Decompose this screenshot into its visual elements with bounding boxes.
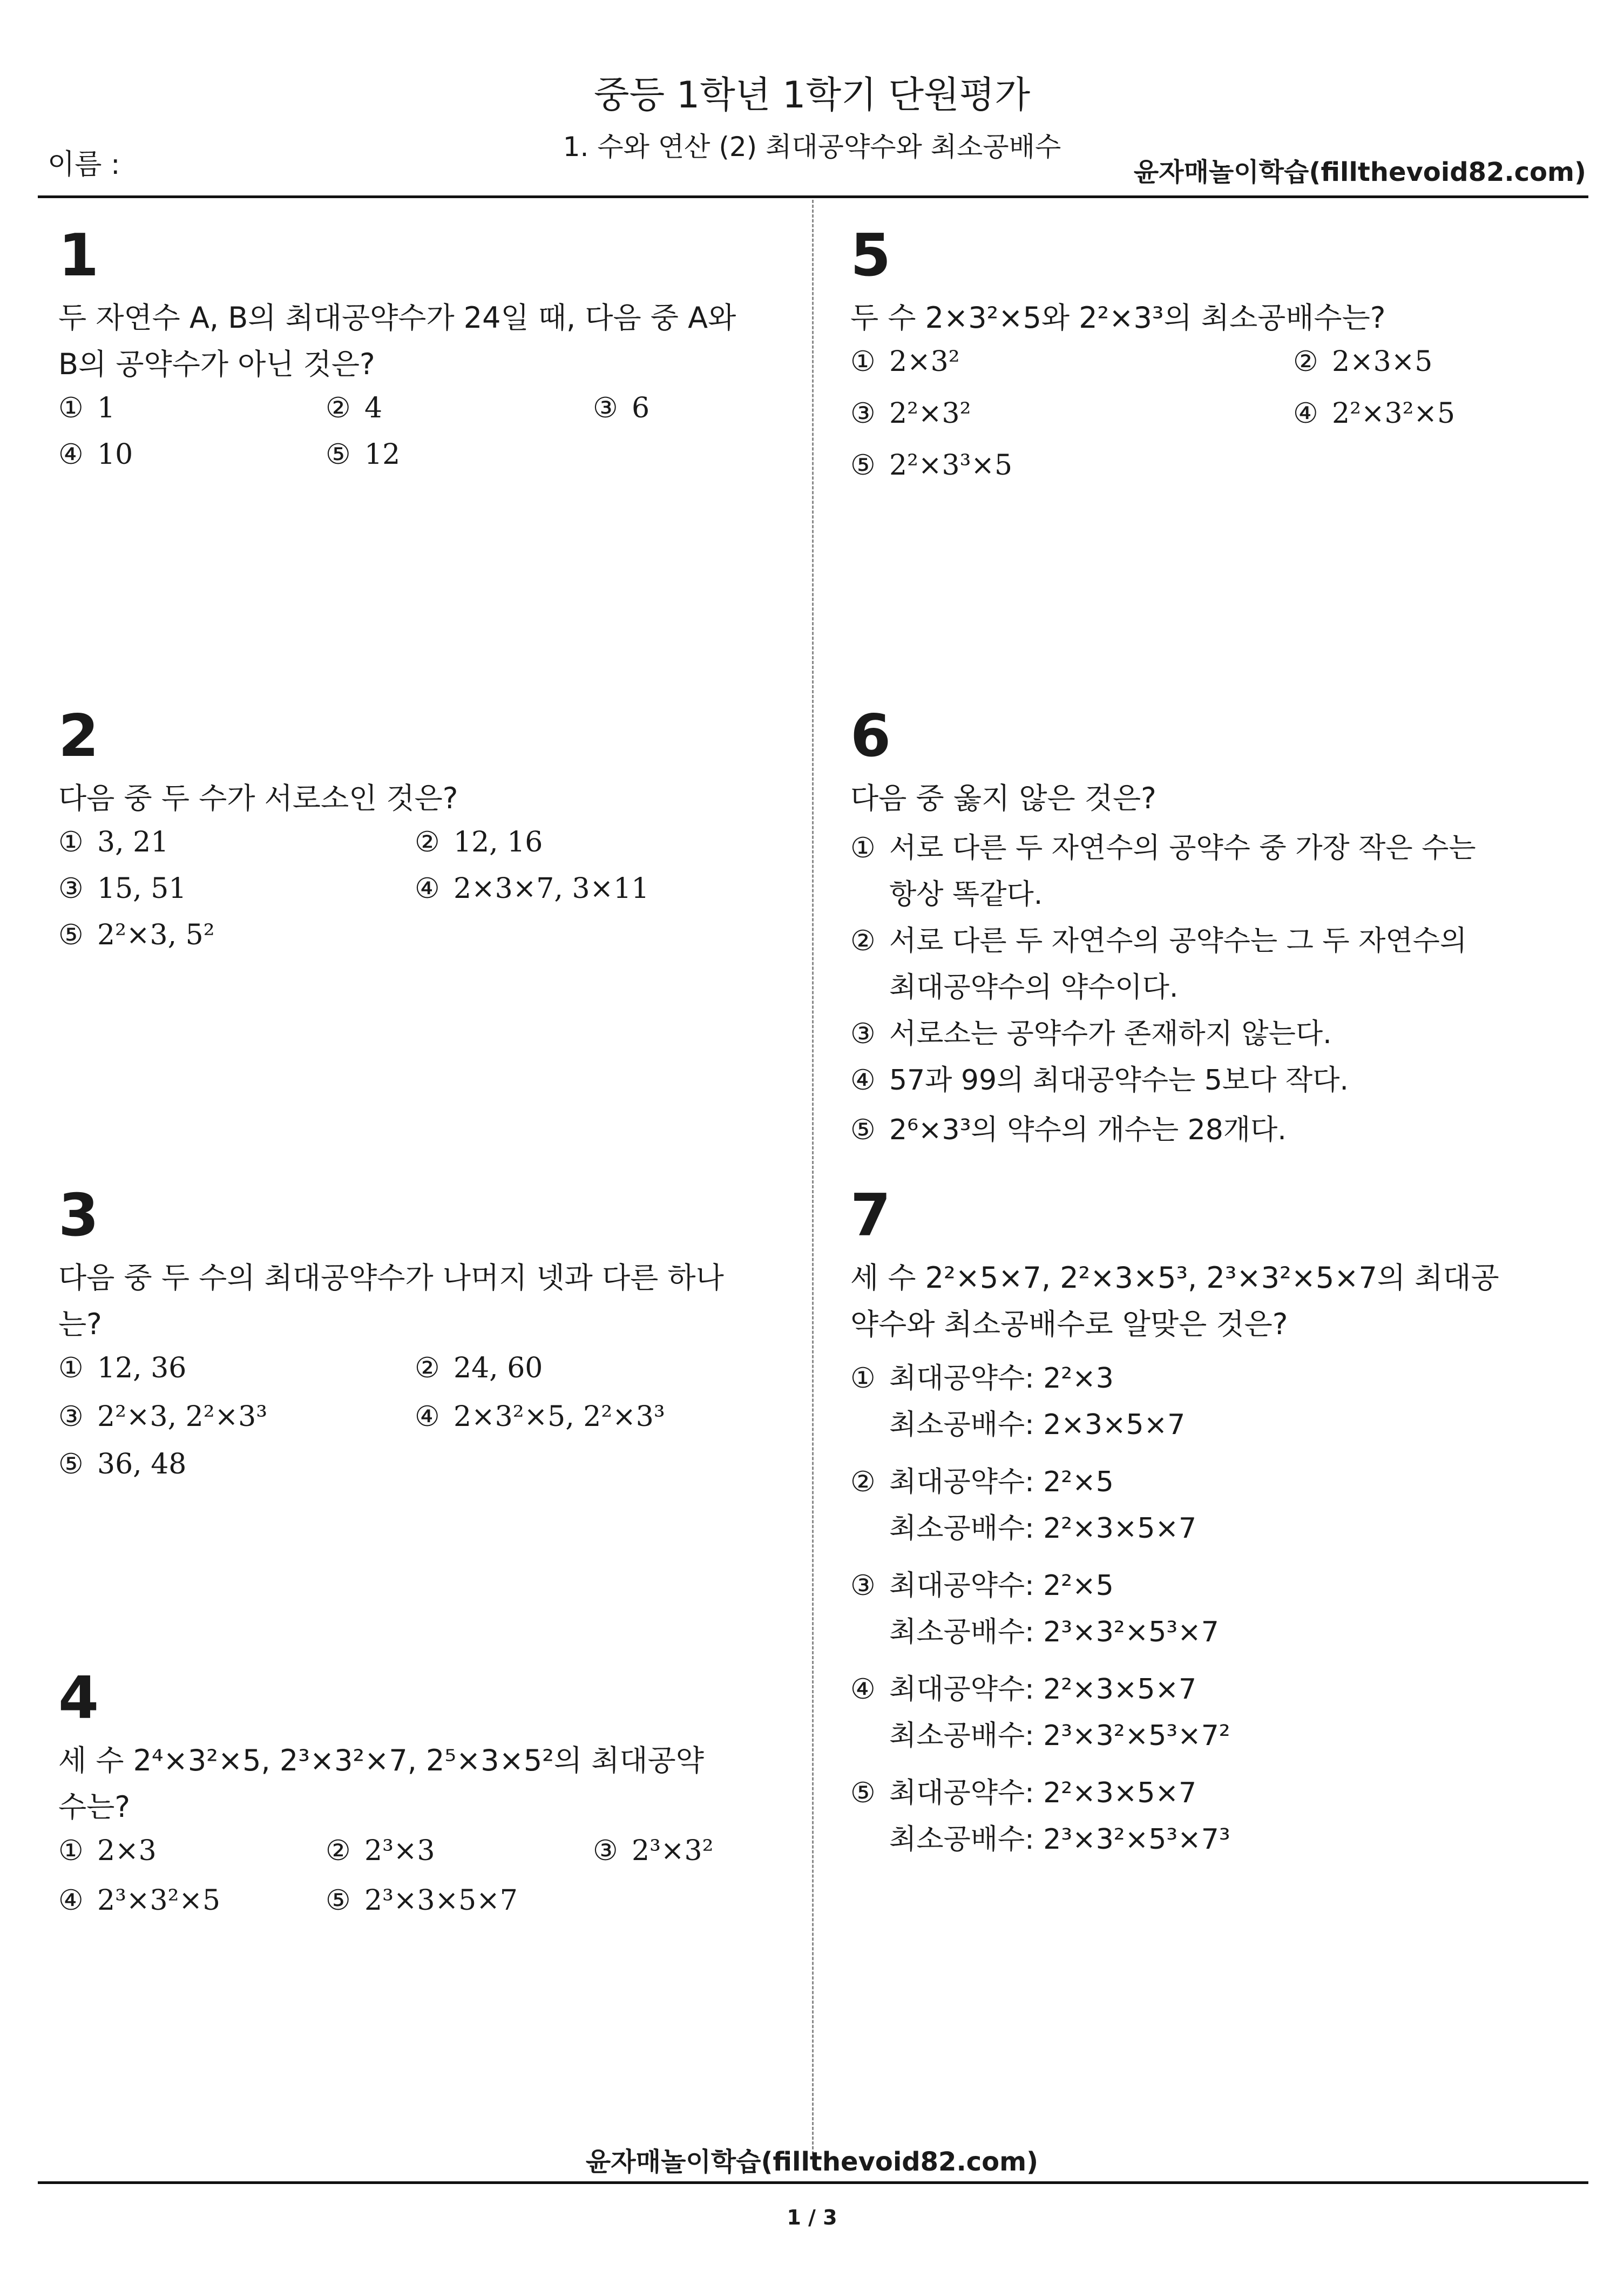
option-value: 2×3² <box>889 346 960 378</box>
option-3-lcm: 최소공배수: 2³×3²×5³×7 <box>889 1616 1219 1648</box>
question-2 <box>58 702 776 968</box>
option-mark: ⑤ <box>58 919 84 951</box>
option-mark: ⑤ <box>326 438 351 471</box>
option-value: 서로소는 공약수가 존재하지 않는다. <box>889 1018 1332 1050</box>
options <box>850 341 1568 492</box>
option-mark: ① <box>58 826 84 858</box>
option-3[interactable] <box>58 1401 267 1433</box>
question-number: 4 <box>58 1665 99 1732</box>
option-5[interactable] <box>850 1770 1196 1810</box>
option-value: 2²×3, 5² <box>97 919 215 951</box>
option-value: 1 <box>97 392 116 424</box>
question-text-line: 약수와 최소공배수로 알맞은 것은? <box>850 1307 1288 1341</box>
option-value: 24, 60 <box>454 1352 543 1384</box>
option-mark: ② <box>415 1352 440 1384</box>
options <box>850 822 1568 1157</box>
option-mark: ④ <box>850 1064 876 1097</box>
option-1[interactable] <box>58 1352 186 1384</box>
option-mark: ② <box>326 1835 351 1867</box>
question-text-line: 다음 중 옳지 않은 것은? <box>850 781 1156 815</box>
option-2[interactable] <box>850 918 1467 958</box>
question-number: 2 <box>58 702 99 770</box>
option-2-continued: 최대공약수의 약수이다. <box>889 971 1179 1004</box>
options <box>58 822 776 968</box>
option-4[interactable] <box>58 1884 220 1917</box>
option-3[interactable] <box>58 873 186 905</box>
question-text-line: 다음 중 두 수가 서로소인 것은? <box>58 781 458 815</box>
page-number: 1 / 3 <box>787 2206 837 2229</box>
option-value: 2²×3, 2²×3³ <box>97 1401 268 1433</box>
question-text-line: 두 자연수 A, B의 최대공약수가 24일 때, 다음 중 A와 <box>58 301 736 335</box>
option-value: 2×3 <box>97 1835 157 1867</box>
brand-footer: 윤자매놀이학습(fillthevoid82.com) <box>585 2147 1039 2177</box>
option-value: 2³×3 <box>364 1835 435 1867</box>
question-text-line: B의 공약수가 아닌 것은? <box>58 347 375 381</box>
question-number: 1 <box>58 222 99 289</box>
option-4[interactable] <box>850 1666 1196 1707</box>
question-number: 5 <box>850 222 891 289</box>
option-mark: ① <box>850 1362 876 1395</box>
option-1[interactable] <box>58 826 168 858</box>
option-value: 3, 21 <box>97 826 169 858</box>
question-4 <box>58 1665 776 1933</box>
option-mark: ① <box>58 1835 84 1867</box>
question-text-line: 세 수 2²×5×7, 2²×3×5³, 2³×3²×5×7의 최대공 <box>850 1261 1499 1295</box>
question-3 <box>58 1182 776 1493</box>
footer-rule <box>38 2181 1588 2184</box>
option-mark: ⑤ <box>850 1114 876 1146</box>
question-text-line: 는? <box>58 1307 102 1341</box>
option-value: 15, 51 <box>97 873 187 905</box>
option-mark: ③ <box>850 1570 876 1602</box>
option-5[interactable] <box>326 438 400 471</box>
option-mark: ② <box>1293 346 1318 378</box>
option-1-lcm: 최소공배수: 2×3×5×7 <box>889 1409 1186 1441</box>
option-value: 2³×3×5×7 <box>364 1884 518 1917</box>
option-5[interactable] <box>326 1884 518 1917</box>
option-2-lcm: 최소공배수: 2²×3×5×7 <box>889 1512 1197 1545</box>
option-value: 6 <box>632 392 650 424</box>
option-mark: ③ <box>58 873 84 905</box>
option-4[interactable] <box>58 438 133 471</box>
question-7 <box>850 1182 1568 1866</box>
options <box>58 1830 776 1933</box>
option-mark: ② <box>850 1466 876 1498</box>
option-value: 36, 48 <box>97 1448 187 1480</box>
option-4[interactable] <box>415 1401 665 1433</box>
header-rule <box>38 195 1588 198</box>
option-mark: ① <box>58 1352 84 1384</box>
option-1[interactable] <box>850 1355 1114 1396</box>
option-value: 2⁶×3³의 약수의 개수는 28개다. <box>889 1114 1287 1146</box>
option-mark: ② <box>326 392 351 424</box>
option-mark: ④ <box>58 438 84 471</box>
option-value: 2²×3²×5 <box>1332 397 1456 430</box>
question-number: 6 <box>850 702 891 770</box>
option-mark: ④ <box>415 1401 440 1433</box>
option-value: 2³×3²×5 <box>97 1884 221 1917</box>
option-2[interactable] <box>415 826 543 858</box>
question-5 <box>850 222 1568 492</box>
option-2[interactable] <box>326 392 382 424</box>
column-divider <box>812 200 814 2154</box>
option-value: 서로 다른 두 자연수의 공약수는 그 두 자연수의 <box>889 925 1467 957</box>
option-5-lcm: 최소공배수: 2³×3²×5³×7³ <box>889 1823 1230 1856</box>
option-2[interactable] <box>850 1459 1114 1499</box>
option-3[interactable] <box>593 1835 713 1867</box>
option-4[interactable] <box>415 873 649 905</box>
option-value: 12 <box>364 438 401 471</box>
question-text-line: 두 수 2×3²×5와 2²×3³의 최소공배수는? <box>850 301 1386 335</box>
option-value: 2²×3² <box>889 397 971 430</box>
option-gcd: 최대공약수: 2²×5 <box>889 1466 1114 1498</box>
option-mark: ⑤ <box>850 1777 876 1809</box>
question-6 <box>850 702 1568 1157</box>
option-4[interactable] <box>1293 397 1455 430</box>
option-mark: ④ <box>415 873 440 905</box>
option-value: 12, 16 <box>454 826 543 858</box>
option-value: 서로 다른 두 자연수의 공약수 중 가장 작은 수는 <box>889 832 1476 864</box>
option-1[interactable] <box>58 1835 157 1867</box>
option-gcd: 최대공약수: 2²×3×5×7 <box>889 1673 1197 1706</box>
option-mark: ⑤ <box>326 1884 351 1917</box>
option-mark: ② <box>415 826 440 858</box>
option-value: 2²×3³×5 <box>889 449 1013 482</box>
option-mark: ③ <box>850 1018 876 1050</box>
option-1[interactable] <box>58 392 115 424</box>
option-1-continued: 항상 똑같다. <box>889 878 1043 911</box>
option-mark: ⑤ <box>58 1448 84 1480</box>
option-gcd: 최대공약수: 2²×3 <box>889 1362 1114 1395</box>
option-mark: ③ <box>593 392 618 424</box>
options <box>58 388 776 485</box>
question-text-line: 다음 중 두 수의 최대공약수가 나머지 넷과 다른 하나 <box>58 1261 724 1295</box>
option-3[interactable] <box>593 392 649 424</box>
name-label: 이름 : <box>48 148 120 181</box>
option-mark: ④ <box>58 1884 84 1917</box>
option-1[interactable] <box>850 346 960 378</box>
option-2[interactable] <box>415 1352 543 1384</box>
option-4-lcm: 최소공배수: 2³×3²×5³×7² <box>889 1720 1230 1752</box>
option-1[interactable] <box>850 825 1476 866</box>
question-number: 7 <box>850 1182 891 1249</box>
option-mark: ① <box>58 392 84 424</box>
option-5[interactable] <box>850 1107 1287 1147</box>
question-1 <box>58 222 776 485</box>
option-5[interactable] <box>850 449 1012 482</box>
option-mark: ③ <box>850 397 876 430</box>
option-2[interactable] <box>326 1835 435 1867</box>
option-gcd: 최대공약수: 2²×3×5×7 <box>889 1777 1197 1809</box>
option-3[interactable] <box>850 397 971 430</box>
option-mark: ③ <box>593 1835 618 1867</box>
options <box>58 1348 776 1493</box>
option-3[interactable] <box>850 1011 1332 1051</box>
option-mark: ④ <box>1293 397 1318 430</box>
option-gcd: 최대공약수: 2²×5 <box>889 1570 1114 1602</box>
question-text-line: 수는? <box>58 1790 130 1824</box>
page-title: 중등 1학년 1학기 단원평가 <box>593 74 1031 117</box>
question-number: 3 <box>58 1182 99 1249</box>
option-value: 57과 99의 최대공약수는 5보다 작다. <box>889 1064 1349 1097</box>
options <box>850 1348 1568 1866</box>
option-value: 2×3×7, 3×11 <box>454 873 649 905</box>
option-value: 12, 36 <box>97 1352 187 1384</box>
option-value: 10 <box>97 438 133 471</box>
question-text-line: 세 수 2⁴×3²×5, 2³×3²×7, 2⁵×3×5²의 최대공약 <box>58 1743 704 1777</box>
page-subtitle: 1. 수와 연산 (2) 최대공약수와 최소공배수 <box>563 131 1061 163</box>
option-mark: ① <box>850 832 876 864</box>
option-value: 4 <box>364 392 383 424</box>
option-mark: ② <box>850 925 876 957</box>
option-value: 2×3×5 <box>1332 346 1433 378</box>
option-mark: ③ <box>58 1401 84 1433</box>
option-2[interactable] <box>1293 346 1432 378</box>
option-mark: ⑤ <box>850 449 876 482</box>
option-value: 2³×3² <box>632 1835 714 1867</box>
option-value: 2×3²×5, 2²×3³ <box>454 1401 665 1433</box>
option-3[interactable] <box>850 1563 1114 1603</box>
option-5[interactable] <box>58 1448 186 1480</box>
brand-header: 윤자매놀이학습(fillthevoid82.com) <box>1133 157 1586 187</box>
option-mark: ④ <box>850 1673 876 1706</box>
option-mark: ① <box>850 346 876 378</box>
option-5[interactable] <box>58 919 215 951</box>
option-4[interactable] <box>850 1057 1349 1098</box>
